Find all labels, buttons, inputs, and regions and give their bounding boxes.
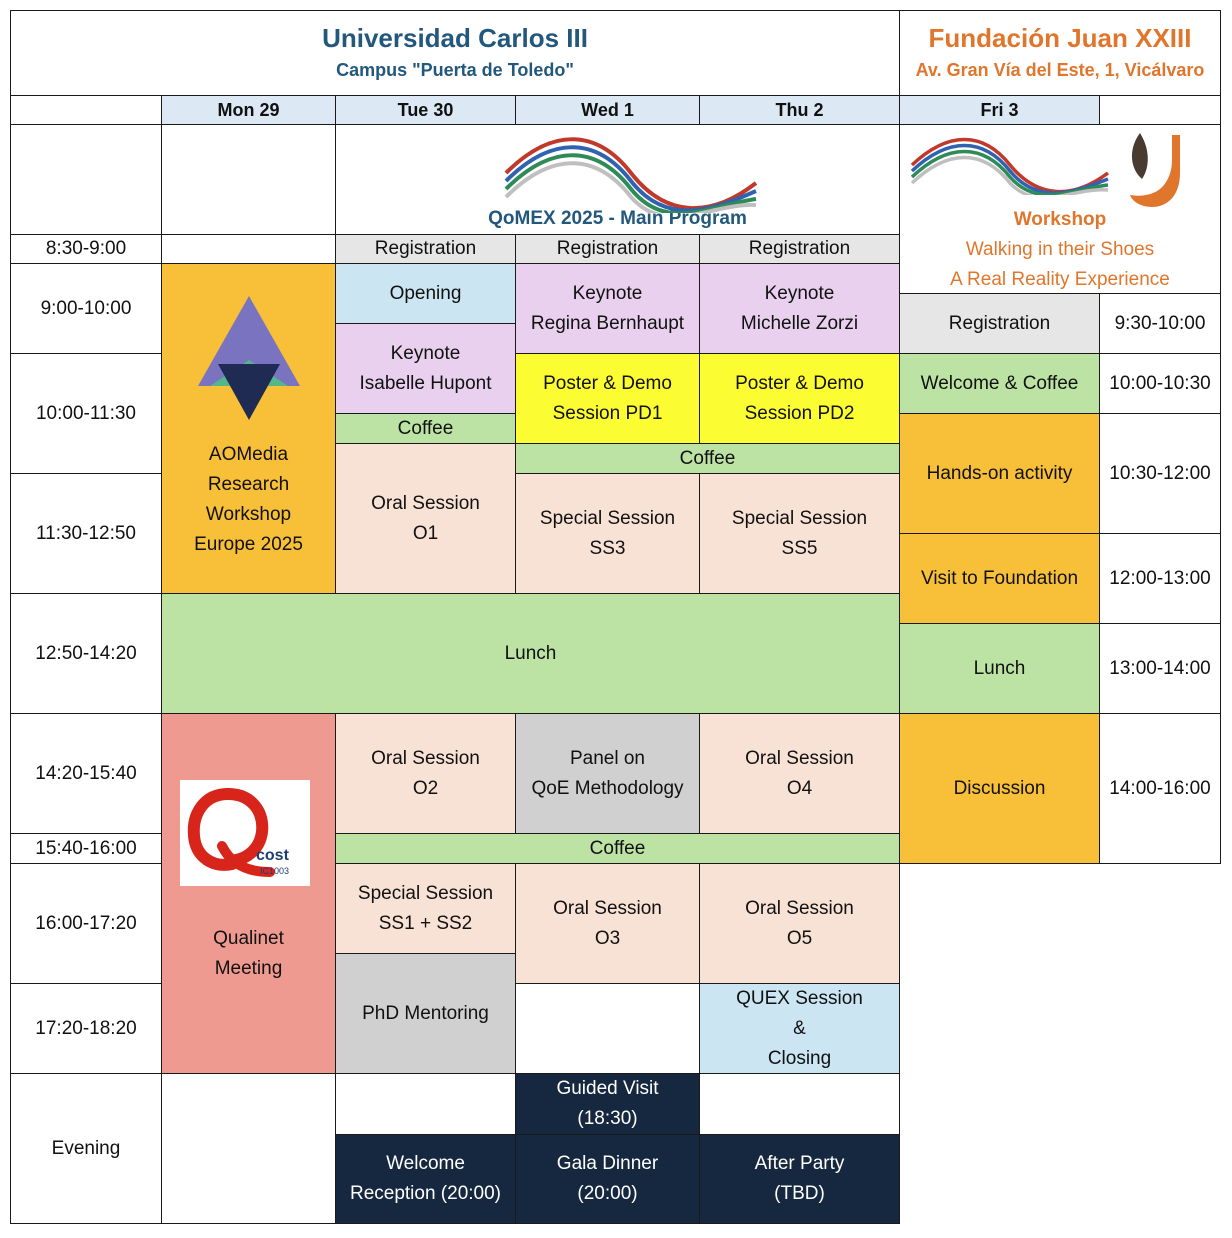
session-code: SS3: [589, 537, 626, 559]
day-header-fri: Fri 3: [899, 95, 1100, 125]
venue-header-right: [899, 10, 1221, 96]
cost-logo-code: IC1003: [260, 866, 290, 876]
thu-evening-blank: [699, 1073, 900, 1135]
tue-keynote: [335, 323, 516, 414]
thu-oral-session-o4: [699, 713, 900, 834]
day-header-tue: Tue 30: [335, 95, 516, 125]
lunch-block: Lunch: [161, 593, 900, 714]
aomedia-line: Research: [207, 474, 290, 495]
wed-keynote: [515, 263, 700, 354]
afternoon-coffee: Coffee: [335, 833, 900, 864]
aomedia-logo-icon: [196, 294, 302, 422]
venue-subtitle-left: Campus "Puerta de Toledo": [336, 60, 574, 80]
tue-oral-session-o1: [335, 443, 516, 594]
qualinet-line: Qualinet: [213, 928, 284, 949]
wed-poster-demo-pd1: [515, 353, 700, 444]
fri-hands-on: Hands-on activity: [899, 413, 1100, 534]
session-label: QUEX Session: [736, 987, 863, 1009]
session-label: Poster & Demo: [735, 372, 864, 394]
mon-blank-early: [161, 234, 336, 264]
thu-special-session-ss5: [699, 473, 900, 594]
fri-time: 13:00-14:00: [1099, 623, 1221, 714]
keynote-speaker: Regina Bernhaupt: [530, 312, 685, 334]
qualinet-meeting-block: [161, 713, 336, 1074]
venue-title-right: Fundación Juan XXIII: [928, 23, 1192, 53]
event-label: Welcome: [386, 1153, 465, 1174]
time-slot: 15:40-16:00: [10, 833, 162, 864]
venue-title-left: Universidad Carlos III: [322, 23, 588, 53]
wed-registration: Registration: [515, 234, 700, 264]
fri-time: 12:00-13:00: [1099, 533, 1221, 624]
event-time: (TBD): [774, 1183, 825, 1204]
fri-time: 10:00-10:30: [1099, 353, 1221, 414]
qomex-wave-logo-small: [908, 135, 1113, 195]
session-label: Special Session: [357, 882, 494, 904]
fri-time: 10:30-12:00: [1099, 413, 1221, 534]
aomedia-line: AOMedia: [208, 444, 289, 465]
logo-row-mon: [161, 124, 336, 235]
session-code: O1: [412, 522, 439, 544]
thu-after-party: [699, 1134, 900, 1224]
event-time: Reception (20:00): [349, 1183, 502, 1204]
venue-subtitle-right: Av. Gran Vía del Este, 1, Vicálvaro: [915, 60, 1205, 80]
event-label: After Party: [754, 1153, 845, 1174]
fri-time: 9:30-10:00: [1099, 293, 1221, 354]
workshop-line2: A Real Reality Experience: [950, 269, 1170, 290]
tue-oral-session-o2: [335, 713, 516, 834]
aomedia-line: Europe 2025: [194, 534, 303, 555]
thu-quex-closing: [699, 983, 900, 1074]
qomex-wave-logo: [501, 133, 761, 213]
wed-late-blank: [515, 983, 700, 1074]
session-code: O4: [786, 777, 813, 799]
fri-lunch: Lunch: [899, 623, 1100, 714]
time-slot: 14:20-15:40: [10, 713, 162, 834]
tue-registration: Registration: [335, 234, 516, 264]
fundacion-logo-icon: [1128, 129, 1188, 211]
tue-special-session-ss1-ss2: [335, 863, 516, 954]
keynote-speaker: Isabelle Hupont: [359, 372, 492, 394]
fri-time: 14:00-16:00: [1099, 713, 1221, 864]
thu-registration: Registration: [699, 234, 900, 264]
keynote-label: Keynote: [572, 282, 643, 304]
wed-oral-session-o3: [515, 863, 700, 984]
aomedia-workshop-block: [161, 263, 336, 594]
session-code: Session PD1: [552, 402, 663, 424]
tue-evening-blank: [335, 1073, 516, 1135]
time-slot: 12:50-14:20: [10, 593, 162, 714]
event-label: Guided Visit: [556, 1078, 659, 1099]
session-code: O2: [412, 777, 439, 799]
session-code: O5: [786, 927, 813, 949]
day-header-mon: Mon 29: [161, 95, 336, 125]
session-code: QoE Methodology: [531, 777, 684, 799]
tue-opening: Opening: [335, 263, 516, 324]
session-label: Oral Session: [745, 897, 854, 919]
session-closing: Closing: [767, 1047, 832, 1069]
session-label: Special Session: [539, 507, 676, 529]
keynote-label: Keynote: [390, 342, 461, 364]
tue-coffee: Coffee: [335, 413, 516, 444]
time-slot: 11:30-12:50: [10, 473, 162, 594]
time-slot: Evening: [10, 1073, 162, 1224]
keynote-label: Keynote: [764, 282, 835, 304]
logo-row-blank: [10, 124, 162, 235]
fri-welcome-coffee: Welcome & Coffee: [899, 353, 1100, 414]
qualinet-line: Meeting: [214, 958, 283, 979]
event-label: Gala Dinner: [556, 1153, 659, 1174]
aomedia-line: Workshop: [205, 504, 292, 525]
corner-cell: [10, 95, 162, 125]
main-program-title: QoMEX 2025 - Main Program: [488, 208, 747, 229]
session-label: Oral Session: [745, 747, 854, 769]
keynote-speaker: Michelle Zorzi: [740, 312, 859, 334]
session-label: Poster & Demo: [543, 372, 672, 394]
wed-special-session-ss3: [515, 473, 700, 594]
workshop-label: Workshop: [1013, 209, 1107, 230]
workshop-line1: Walking in their Shoes: [965, 239, 1155, 260]
session-code: SS1 + SS2: [378, 912, 473, 934]
session-code: Session PD2: [744, 402, 855, 424]
session-label: Oral Session: [371, 747, 480, 769]
tue-phd-mentoring: PhD Mentoring: [335, 953, 516, 1074]
wed-gala-dinner: [515, 1134, 700, 1224]
fri-time-header: [1099, 95, 1221, 125]
time-slot: 16:00-17:20: [10, 863, 162, 984]
session-label: Special Session: [731, 507, 868, 529]
tue-welcome-reception: [335, 1134, 516, 1224]
time-slot: 17:20-18:20: [10, 983, 162, 1074]
session-label: Panel on: [569, 747, 645, 769]
session-code: SS5: [781, 537, 818, 559]
day-header-wed: Wed 1: [515, 95, 700, 125]
wed-guided-visit: [515, 1073, 700, 1135]
cost-logo-text: cost: [256, 847, 289, 864]
wed-panel-qoe: [515, 713, 700, 834]
time-slot: 9:00-10:00: [10, 263, 162, 354]
session-amp: &: [793, 1017, 806, 1039]
event-time: (20:00): [577, 1183, 638, 1204]
session-label: Oral Session: [371, 492, 480, 514]
fri-registration: Registration: [899, 293, 1100, 354]
mon-evening-blank: [161, 1073, 336, 1224]
event-time: (18:30): [577, 1108, 638, 1129]
thu-keynote: [699, 263, 900, 354]
thu-poster-demo-pd2: [699, 353, 900, 444]
fri-discussion: Discussion: [899, 713, 1100, 864]
time-slot: 8:30-9:00: [10, 234, 162, 264]
main-program-banner: [335, 124, 900, 235]
session-code: O3: [594, 927, 621, 949]
thu-oral-session-o5: [699, 863, 900, 984]
day-header-thu: Thu 2: [699, 95, 900, 125]
session-label: Oral Session: [553, 897, 662, 919]
wed-thu-coffee: Coffee: [515, 443, 900, 474]
cost-logo: [180, 780, 310, 886]
venue-header-left: [10, 10, 900, 96]
fri-visit-foundation: Visit to Foundation: [899, 533, 1100, 624]
fri-workshop-block: [899, 124, 1221, 294]
time-slot: 10:00-11:30: [10, 353, 162, 474]
